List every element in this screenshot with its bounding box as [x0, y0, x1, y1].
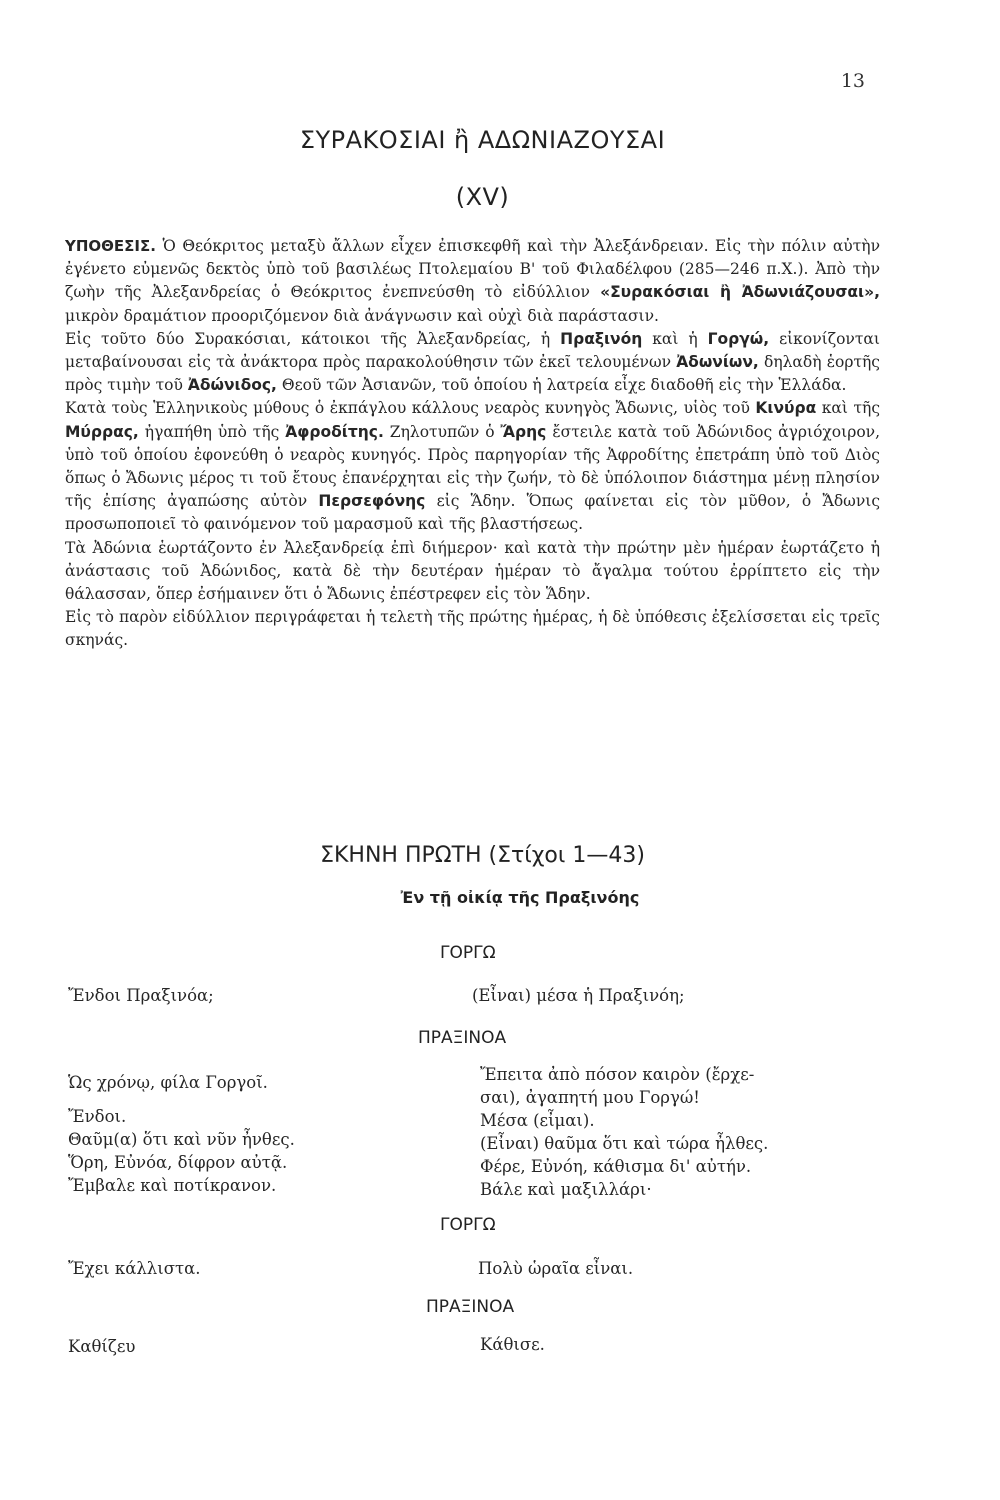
hypothesis-section	[65, 235, 880, 653]
hypothesis-paragraph-2: Εἰς τοῦτο δύο Συρακόσιαι, κάτοικοι τῆς Ἀλεξανδρείας, ἡ Πραξινόη καὶ ἡ Γοργώ, εἰκονίζονται μεταβαίνουσαι εἰς τὰ ἀνάκτορα πρὸς παρακολούθησιν τῶν ἐκεῖ τελουμένων Ἀδωνίων, δηλαδὴ ἑορτῆς πρὸς τιμὴν τοῦ Ἀδώνιδος, Θεοῦ τῶν Ἀσιανῶν, τοῦ ὁποίου ἡ λατρεία εἶχε διαδοθῆ εἰς τὴν Ἑλλάδα.	[65, 329, 880, 395]
hypothesis-paragraph-5: Εἰς τὸ παρὸν εἰδύλλιον περιγράφεται ἡ τελετὴ τῆς πρώτης ἡμέρας, ἡ δὲ ὑπόθεσις ἐξελίσσεται εἰς τρεῖς σκηνάς.	[65, 608, 880, 650]
greek-line: Ὡς χρόνῳ, φίλα Γοργοῖ.	[68, 1073, 268, 1092]
greek-line: Ἔνδοι.	[68, 1107, 127, 1126]
translation-line: (Εἶναι) μέσα ἡ Πραξινόη;	[472, 986, 685, 1005]
translation-line: Μέσα (εἶμαι).	[480, 1111, 595, 1130]
speaker-gorgo: ΓΟΡΓΩ	[440, 1215, 496, 1235]
speaker-praxinoa: ΠΡΑΞΙΝΟΑ	[418, 1028, 507, 1048]
line-gap	[68, 1094, 295, 1105]
greek-lines-block	[68, 1071, 295, 1197]
speaker-gorgo: ΓΟΡΓΩ	[440, 943, 496, 963]
idyll-number: (XV)	[455, 183, 510, 211]
speaker-praxinoa: ΠΡΑΞΙΝΟΑ	[426, 1297, 515, 1317]
hypothesis-paragraph-1: ΥΠΟΘΕΣΙΣ. Ὁ Θεόκριτος μεταξὺ ἄλλων εἶχεν ἐπισκεφθῆ καὶ τὴν Ἀλεξάνδρειαν. Εἰς τὴν πόλιν αὐτὴν ἐγένετο εὐμενῶς δεκτὸς ὑπὸ τοῦ βασιλέως Πτολεμαίου Β' τοῦ Φιλαδέλφου (285—246 π.Χ.). Ἀπὸ τὴν ζωὴν τῆς Ἀλεξανδρείας ὁ Θεόκριτος ἐνεπνεύσθη τὸ εἰδύλλιον «Συρακόσιαι ἢ Ἀδωνιάζουσαι», μικρὸν δραμάτιον προοριζόμενον διὰ ἀνάγνωσιν καὶ οὐχὶ διὰ παράστασιν.	[65, 237, 880, 325]
hypothesis-label: ΥΠΟΘΕΣΙΣ.	[65, 237, 156, 255]
greek-line: Ἔνδοι Πραξινόα;	[68, 986, 214, 1005]
greek-line: Ἔχει κάλλιστα.	[68, 1259, 201, 1278]
greek-line: Καθίζευ	[68, 1337, 136, 1356]
hypothesis-paragraph-4: Τὰ Ἀδώνια ἑωρτάζοντο ἐν Ἀλεξανδρείᾳ ἐπὶ διήμερον· καὶ κατὰ τὴν πρώτην μὲν ἡμέραν ἑωρτάζετο ἡ ἀνάστασις τοῦ Ἀδώνιδος, κατὰ δὲ τὴν δευτέραν ἡμέραν τὸ ἄγαλμα τούτου ἐρρίπτετο εἰς τὴν θάλασσαν, ὅπερ ἐσήμαινεν ὅτι ὁ Ἄδωνις ἐπέστρεφεν εἰς τὸν Ἅδην.	[65, 538, 880, 604]
scene-setting: Ἐν τῇ οἰκίᾳ τῆς Πραξινόης	[400, 888, 640, 907]
translation-line: (Εἶναι) θαῦμα ὅτι καὶ τώρα ἦλθες.	[480, 1134, 769, 1153]
translation-line: Ἔπειτα ἀπὸ πόσον καιρὸν (ἔρχε-	[480, 1065, 755, 1084]
greek-line: Ὅρη, Εὐνόα, δίφρον αὐτᾷ.	[68, 1153, 288, 1172]
hypothesis-paragraph-3: Κατὰ τοὺς Ἑλληνικοὺς μύθους ὁ ἐκπάγλου κάλλους νεαρὸς κυνηγὸς Ἄδωνις, υἱὸς τοῦ Κινύρα καὶ τῆς Μύρρας, ἠγαπήθη ὑπὸ τῆς Ἀφροδίτης. Ζηλοτυπῶν ὁ Ἄρης ἔστειλε κατὰ τοῦ Ἀδώνιδος ἀγριόχοιρον, ὑπὸ τοῦ ὁποίου ἐφονεύθη ὁ νεαρὸς κυνηγός. Πρὸς παρηγορίαν τῆς Ἀφροδίτης ἐπετράπη ὑπὸ τοῦ Διὸς ὅπως ὁ Ἄδωνις μέρος τι τοῦ ἔτους ἐπανέρχηται εἰς τὴν ζωήν, τὸ δὲ ὑπόλοιπον διάστημα μένῃ πλησίον τῆς ἐπίσης ἀγαπώσης αὐτὸν Περσεφόνης εἰς Ἅδην. Ὅπως φαίνεται εἰς τὸν μῦθον, ὁ Ἄδωνις προσωποποιεῖ τὸ φαινόμενον τοῦ μαρασμοῦ καὶ τῆς βλαστήσεως.	[65, 399, 881, 534]
translation-line: Φέρε, Εὐνόη, κάθισμα δι' αὐτήν.	[480, 1157, 752, 1176]
greek-line: Θαῦμ(α) ὅτι καὶ νῦν ἦνθες.	[68, 1130, 295, 1149]
scene-title: ΣΚΗΝΗ ΠΡΩΤΗ (Στίχοι 1—43)	[320, 843, 645, 868]
page-number: 13	[840, 70, 865, 92]
translation-line: Κάθισε.	[480, 1335, 545, 1354]
idyll-title: ΣΥΡΑΚΟΣΙΑΙ ἢ ΑΔΩΝΙΑΖΟΥΣΑΙ	[299, 126, 666, 154]
translation-line: σαι), ἀγαπητή μου Γοργώ!	[480, 1088, 700, 1107]
greek-line: Ἔμβαλε καὶ ποτίκρανον.	[68, 1176, 277, 1195]
translation-lines-block	[480, 1063, 768, 1201]
translation-line: Πολὺ ὡραῖα εἶναι.	[478, 1259, 634, 1278]
translation-line: Βάλε καὶ μαξιλλάρι·	[480, 1180, 652, 1199]
